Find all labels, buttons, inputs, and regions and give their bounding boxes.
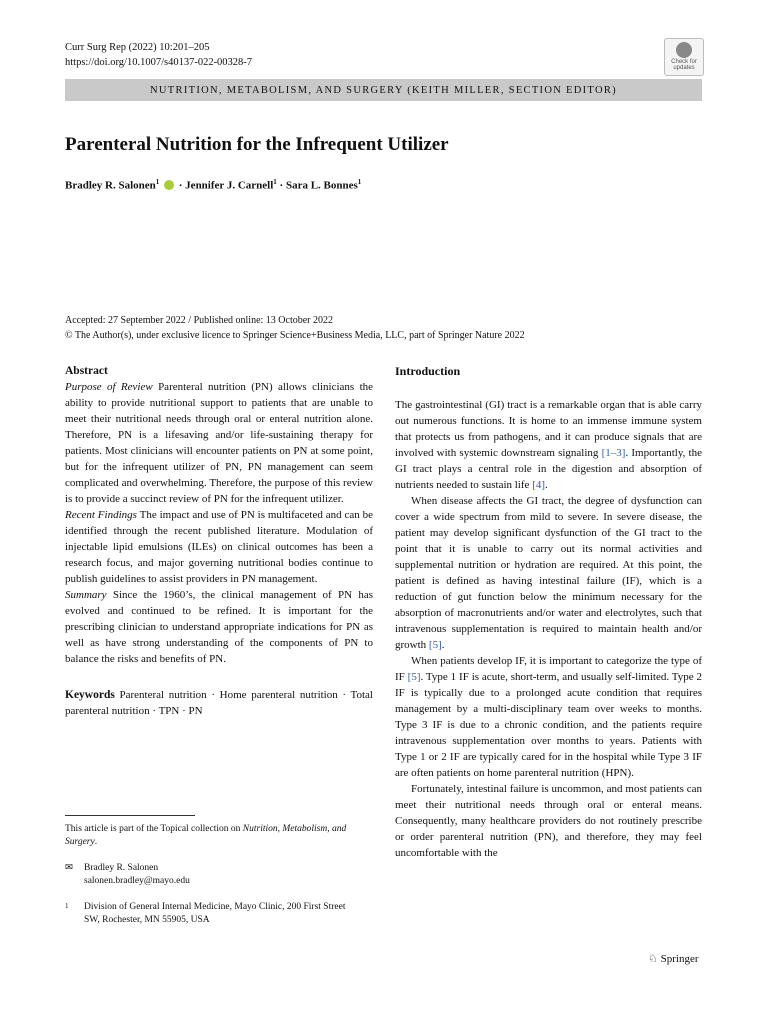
abstract-column [65,363,373,719]
publication-dates [65,313,525,343]
affiliation: Division of General Internal Medicine, Mayo Clinic, 200 First Street SW, Rochester, MN 55905, USA [84,902,346,925]
keywords-label: Keywords [65,689,115,701]
corr-author-name: Bradley R. Salonen [84,863,159,873]
author-list [65,178,361,192]
corr-author-email[interactable]: salonen.bradley@mayo.edu [84,876,190,886]
check-label-1: Check for [671,59,697,65]
introduction-column [395,363,702,861]
findings-text: The impact and use of PN is multifaceted and can be identified through the recent published literature. Modulation of injectable lipid emulsions (ILEs) on clinical outcomes has been a research focus, and major governing nutritional bodies continue to publish guidelines to assist providers in PN management. [65,509,373,585]
author-3[interactable]: · Sara L. Bonnes [279,179,358,192]
p3-text-a: When patients develop IF, it is important to categorize the type of IF [395,655,702,683]
intro-paragraph-3 [395,653,702,781]
intro-paragraph-1 [395,397,702,493]
purpose-text: Parenteral nutrition (PN) allows clinicians the ability to provide nutritional support to patients that are unable to meet their nutritional needs through oral or enteral nutrition alone. Therefore, PN is a lifesaving and/or life-sustaining therapy for patients. Most clinicians will encounter patients on PN at some point, but for the infrequent utilizer of PN, PN management can seem complicated and overwhelming. Therefore, the purpose of this review is to provide a succinct review of PN for the infrequent utilizer. [65,381,374,505]
intro-paragraph-4: Fortunately, intestinal failure is uncommon, and most patients can meet their nutritional needs through oral or enteral means. Consequently, many healthcare providers do not routinely prescribe or order parenteral nutrition (PN), and therefore, they may feel uncomfortable with the [395,783,702,859]
journal-citation: Curr Surg Rep (2022) 10:201–205 [65,42,210,53]
citation-link[interactable]: [5] [407,671,421,683]
section-band: NUTRITION, METABOLISM, AND SURGERY (KEITH MILLER, SECTION EDITOR) [65,79,702,101]
intro-paragraph-2 [395,493,702,653]
dates-line: Accepted: 27 September 2022 / Published online: 13 October 2022 [65,315,334,326]
citation-link[interactable]: [4] [532,479,545,491]
summary-label: Summary [65,589,107,601]
citation-link[interactable]: [5] [428,639,442,651]
purpose-label: Purpose of Review [65,381,153,393]
keywords-text: Parenteral nutrition · Home parenteral nutrition · Total parenteral nutrition · TPN · PN [65,689,373,717]
check-for-updates-badge[interactable] [664,38,704,76]
summary-text: Since the 1960’s, the clinical management of PN has evolved and continued to be refined. It is important for the prescribing clinician to understand appropriate indications for PN as well as have strong understanding of the components of PN to balance the risks and benefits of PN. [65,589,374,665]
affiliation-number: 1 [65,902,69,910]
bookmark-icon [676,42,692,58]
footnote-rule [65,815,195,816]
publisher-name: Springer [660,953,699,965]
findings-label: Recent Findings [65,509,137,521]
p1-text-b: . Importantly, the GI tract plays a central role in the digestion and absorption of nutrients needed to sustain life [395,447,702,491]
author-1[interactable]: Bradley R. Salonen [65,179,156,192]
abstract-purpose [65,379,373,507]
p2-text-b: . [441,639,445,651]
check-label-2: updates [673,65,695,71]
publisher-logo [648,952,699,965]
p1-text-a: The gastrointestinal (GI) tract is a remarkable organ that is able carry out numerous functions. It is home to an immense immune system that protects us from pathogens, and it can produce signals that are involved with systemic downstream signaling [395,399,702,459]
abstract-summary [65,587,373,667]
topical-collection-note [65,823,373,849]
p2-text-a: When disease affects the GI tract, the degree of dysfunction can cover a wide spectrum from mild to severe. In severe disease, the patient may develop significant dysfunction of the GI tract to the point that it is unable to carry out its normal activities and supplemental nutrition or hydration are required. At this point, the patient is defined as having intestinal failure (IF), which is a reduction of gut function below the minimum necessary for the absorption of macronutrients and/or water and electrolytes, such that intravenous supplementation is required to maintain health and/or growth [395,495,702,651]
topical-collection: Nutrition, Metabolism, and Surgery [65,824,347,847]
abstract-heading: Abstract [65,365,108,377]
orcid-icon[interactable] [164,180,174,190]
citation-link[interactable]: [1–3] [601,447,626,459]
affiliation-sup: 1 [273,178,277,186]
corresponding-author [84,862,190,888]
affiliation-sup: 1 [155,178,160,186]
doi-link[interactable]: https://doi.org/10.1007/s40137-022-00328-7 [65,57,253,68]
p1-text-c: . [545,479,548,491]
author-2[interactable]: · Jennifer J. Carnell [178,179,274,192]
introduction-heading: Introduction [395,364,461,378]
keywords [65,687,373,719]
affiliation-sup: 1 [357,178,362,186]
envelope-icon: ✉ [65,863,73,873]
p3-text-b: . Type 1 IF is acute, short-term, and usually self-limited. Type 2 IF is typically due to a prolonged acute condition that requires management by a multi-disciplinary team over weeks to months. Type 3 IF is due to a chronic condition, and the patients require intravenous supplementation over months to years. Patients with Type 1 or 2 IF are typically cared for in the hospital while Type 3 IF are often patients on home parenteral nutrition (HPN). [395,671,703,779]
topical-pre: This article is part of the Topical collection on [65,824,243,834]
abstract-findings [65,507,373,587]
copyright-line: © The Author(s), under exclusive licence to Springer Science+Business Media, LLC, part of Springer Nature 2022 [65,330,525,341]
topical-post: . [94,837,98,847]
article-title: Parenteral Nutrition for the Infrequent Utilizer [65,134,449,155]
springer-horse-icon: ♘ [648,953,658,965]
